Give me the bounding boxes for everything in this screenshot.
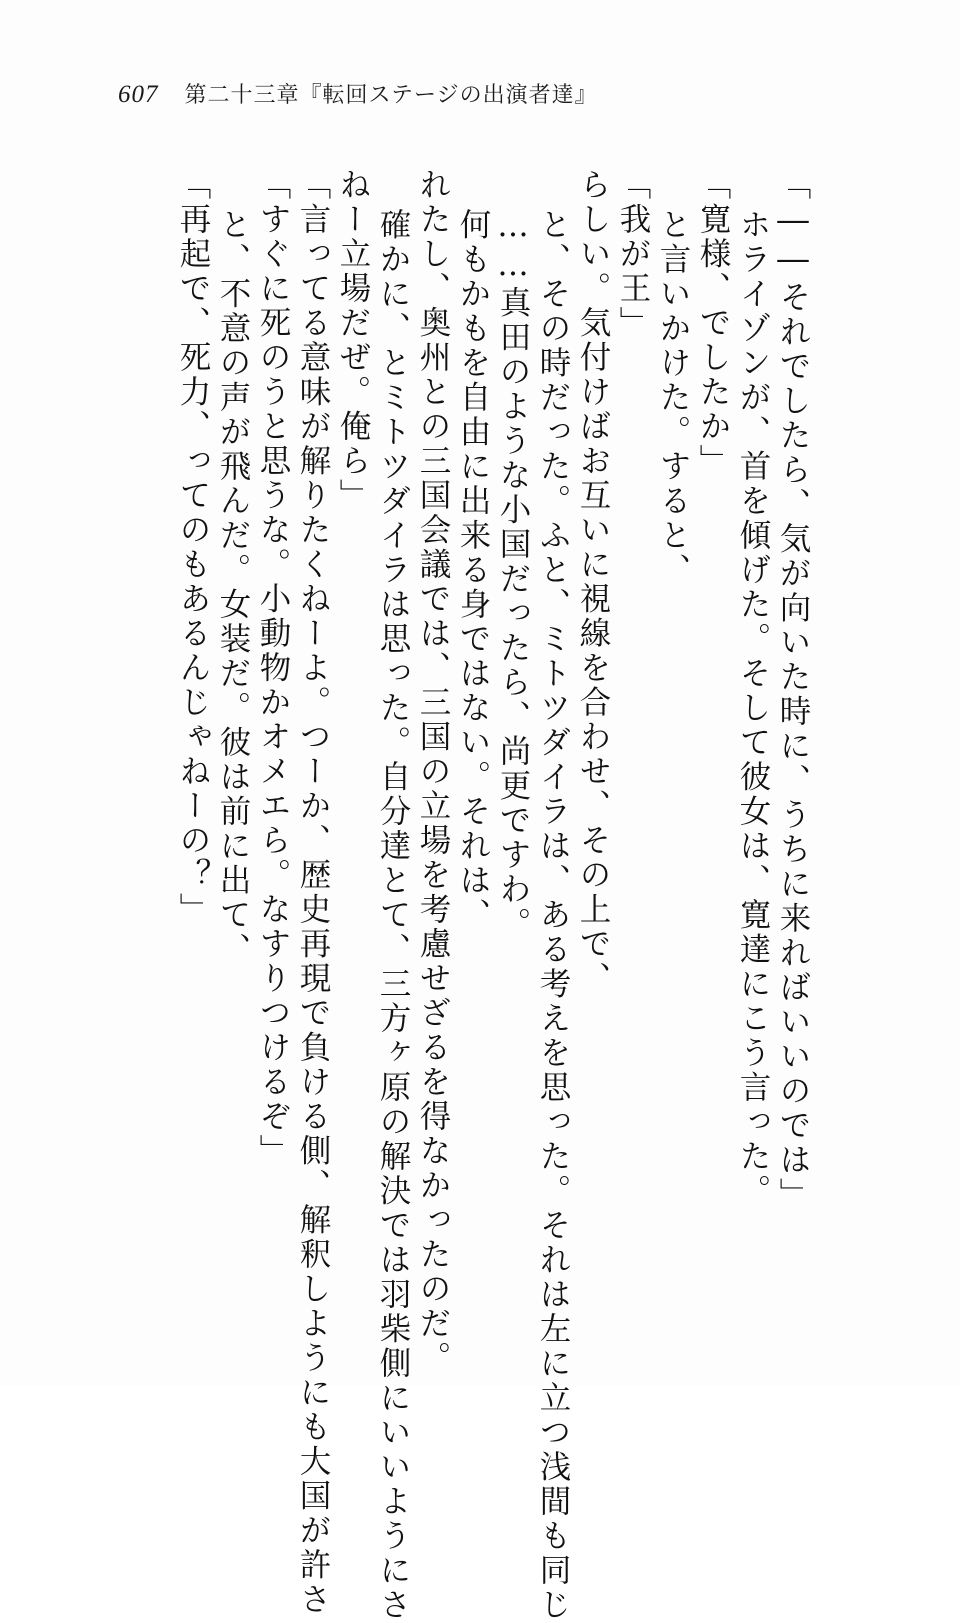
text-line: ……真田のような小国だったら、尚更ですわ。 bbox=[495, 208, 531, 942]
chapter-title: 第二十三章『転回ステージの出演者達』 bbox=[184, 82, 598, 107]
text-line: と、その時だった。ふと、ミトツダイラは、ある考えを思った。それは左に立つ浅間も同じ bbox=[535, 208, 571, 1623]
text-line: ホライゾンが、首を傾げた。そして彼女は、寛達にこう言った。 bbox=[735, 208, 771, 1209]
text-line: と言いかけた。すると、 bbox=[655, 208, 691, 588]
text-line: 「言ってる意味が解りたくねーよ。つーか、歴史再現で負ける側、解釈しようにも大国が許さ bbox=[295, 168, 331, 1617]
text-line: 「我が王」 bbox=[615, 168, 651, 341]
text-line: 確かに、とミトツダイラは思った。自分達とて、三方ヶ原の解決では羽柴側にいいようにさ bbox=[375, 208, 411, 1623]
text-line: ねー立場だぜ。俺ら」 bbox=[335, 168, 371, 513]
page-number: 607 bbox=[118, 81, 159, 108]
text-line: と、不意の声が飛んだ。女装だ。彼は前に出て、 bbox=[215, 208, 251, 967]
text-line: 何もかもを自由に出来る身ではない。それは、 bbox=[455, 208, 491, 933]
text-line: らしい。気付けばお互いに視線を合わせ、その上で、 bbox=[575, 168, 611, 996]
text-line: 「すぐに死のうと思うな。小動物かオメエら。なすりつけるぞ」 bbox=[255, 168, 291, 1169]
text-line: れたし、奥州との三国会議では、三国の立場を考慮せざるを得なかったのだ。 bbox=[415, 168, 451, 1376]
text-line: 「寛様、でしたか」 bbox=[695, 168, 731, 479]
text-line: 「――それでしたら、気が向いた時に、うちに来ればいいのでは」 bbox=[775, 168, 811, 1212]
running-header bbox=[118, 78, 598, 109]
text-line: 「再起で、死力、ってのもあるんじゃねーの？」 bbox=[175, 168, 211, 927]
